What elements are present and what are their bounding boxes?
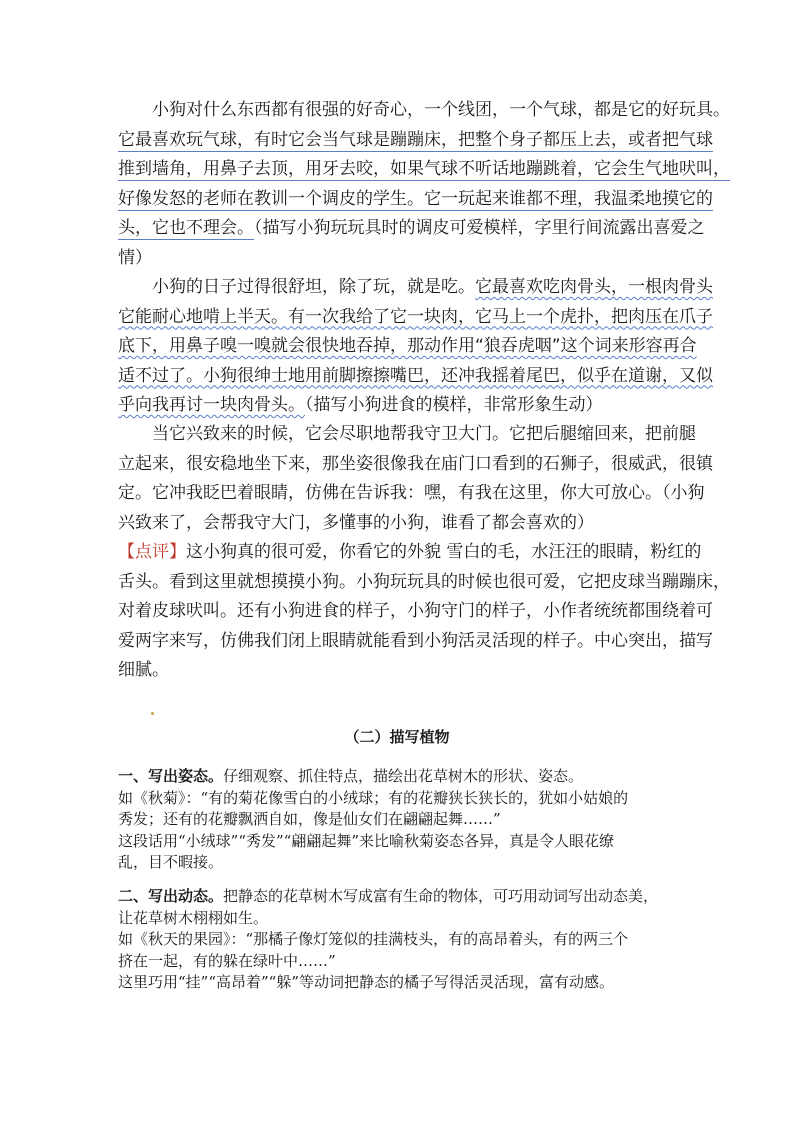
underlined-text: 好像发怒的老师在教训一个调皮的学生。它一玩起来谁都不理，我温柔地摸它的 bbox=[118, 188, 713, 209]
comment-text: （描写小狗玩玩具时的调皮可爱模样，字里行间流露出喜爱之 bbox=[254, 218, 705, 238]
text-line: 兴致来了，会帮我守大门，多懂事的小狗，谁看了都会喜欢的） bbox=[118, 512, 594, 533]
text-segment: 小狗的日子过得很舒坦，除了玩，就是吃。 bbox=[152, 277, 475, 297]
text-line: 情） bbox=[118, 247, 152, 268]
text-line: 立起来，很安稳地坐下来，那坐姿很像我在庙门口看到的石狮子，很威武，很镇 bbox=[118, 453, 713, 474]
wavy-underlined-text: 它能耐心地啃上半天。有一次我给了它一块肉，它马上一个虎扑，把肉压在爪子 bbox=[118, 306, 713, 327]
paragraph-dog-play bbox=[118, 96, 730, 273]
paragraph-dog-guard bbox=[118, 420, 713, 538]
review-paragraph bbox=[118, 538, 730, 686]
comment-text: （描写小狗进食的模样，非常形象生动） bbox=[305, 395, 603, 415]
text-line: 这里巧用“挂”“高昂着”“躲”等动词把静态的橘子写得活灵活现，富有动感。 bbox=[118, 973, 615, 991]
underlined-text: 推到墙角，用鼻子去顶，用牙去咬，如果气球不听话地蹦跳着，它会生气地吠叫， bbox=[118, 159, 730, 179]
text-line: 让花草树木栩栩如生。 bbox=[118, 908, 269, 927]
part-heading: 一、写出姿态。 bbox=[118, 767, 224, 785]
paragraph-dog-eat bbox=[118, 273, 713, 421]
text-line: 对着皮球吠叫。还有小狗进食的样子，小狗守门的样子，小作者统统都围绕着可 bbox=[118, 601, 713, 621]
text-line: 挤在一起，有的躲在绿叶中……” bbox=[118, 951, 336, 970]
text-line: 小狗对什么东西都有很强的好奇心，一个线团，一个气球，都是它的好玩具。 bbox=[152, 100, 730, 120]
text-line: 如《秋天的果园》：“那橘子像灯笼似的挂满枝头，有的高昂着头，有的两三个 bbox=[118, 930, 629, 948]
wavy-underlined-text: 乎向我再讨一块肉骨头。 bbox=[118, 395, 305, 415]
wavy-underlined-text: 底下，用鼻子嗅一嗅就会很快地吞掉，那动作用“狼吞虎咽”这个词来形容再合 bbox=[118, 336, 697, 356]
text-line: 定。它冲我眨巴着眼睛，仿佛在告诉我：嘿，有我在这里，你大可放心。（小狗 bbox=[118, 483, 705, 503]
text-line: 秀发；还有的花瓣飘洒自如，像是仙女们在翩翩起舞……” bbox=[118, 810, 501, 828]
text-line: 当它兴致来的时候，它会尽职地帮我守卫大门。它把后腿缩回来，把前腿 bbox=[152, 424, 696, 444]
underlined-text: 头，它也不理会。 bbox=[118, 218, 254, 238]
wavy-underlined-text: 它最喜欢吃肉骨头，一根肉骨头 bbox=[475, 277, 713, 297]
underlined-text: 它最喜欢玩气球，有时它会当气球是蹦蹦床，把整个身子都压上去，或者把气球 bbox=[118, 129, 713, 150]
text-line: 细腻。 bbox=[118, 660, 169, 680]
text-line: 爱两字来写，仿佛我们闭上眼睛就能看到小狗活灵活现的样子。中心突出，描写 bbox=[118, 630, 713, 651]
text-line: 如《秋菊》：“有的菊花像雪白的小绒球；有的花瓣狭长狭长的，犹如小姑娘的 bbox=[118, 788, 629, 807]
plant-part-motion bbox=[118, 886, 688, 994]
wavy-underlined-text: 适不过了。小狗很绅士地用前脚擦擦嘴巴，还冲我摇着尾巴，似乎在道谢，又似 bbox=[118, 365, 713, 386]
part-heading: 二、写出动态。 bbox=[118, 887, 224, 905]
text-line: 舌头。看到这里就想摸摸小狗。小狗玩玩具的时候也很可爱，它把皮球当蹦蹦床， bbox=[118, 571, 730, 592]
text-segment: 把静态的花草树木写成富有生命的物体，可巧用动词写出动态美， bbox=[223, 887, 659, 905]
text-line: 这段话用“小绒球”“秀发”“翩翩起舞”来比喻秋菊姿态各异，真是令人眼花缭 bbox=[118, 831, 615, 850]
section-title: （二）描写植物 bbox=[344, 728, 450, 746]
text-line: 乱，目不暇接。 bbox=[118, 853, 224, 871]
review-text: 这小狗真的很可爱，你看它的外貌 雪白的毛，水汪汪的眼睛，粉红的 bbox=[186, 542, 702, 562]
stray-dot bbox=[151, 712, 154, 715]
plant-part-posture bbox=[118, 766, 688, 874]
text-segment: 仔细观察、抓住特点，描绘出花草树木的形状、姿态。 bbox=[223, 767, 584, 785]
review-tag: 【点评】 bbox=[118, 542, 186, 562]
